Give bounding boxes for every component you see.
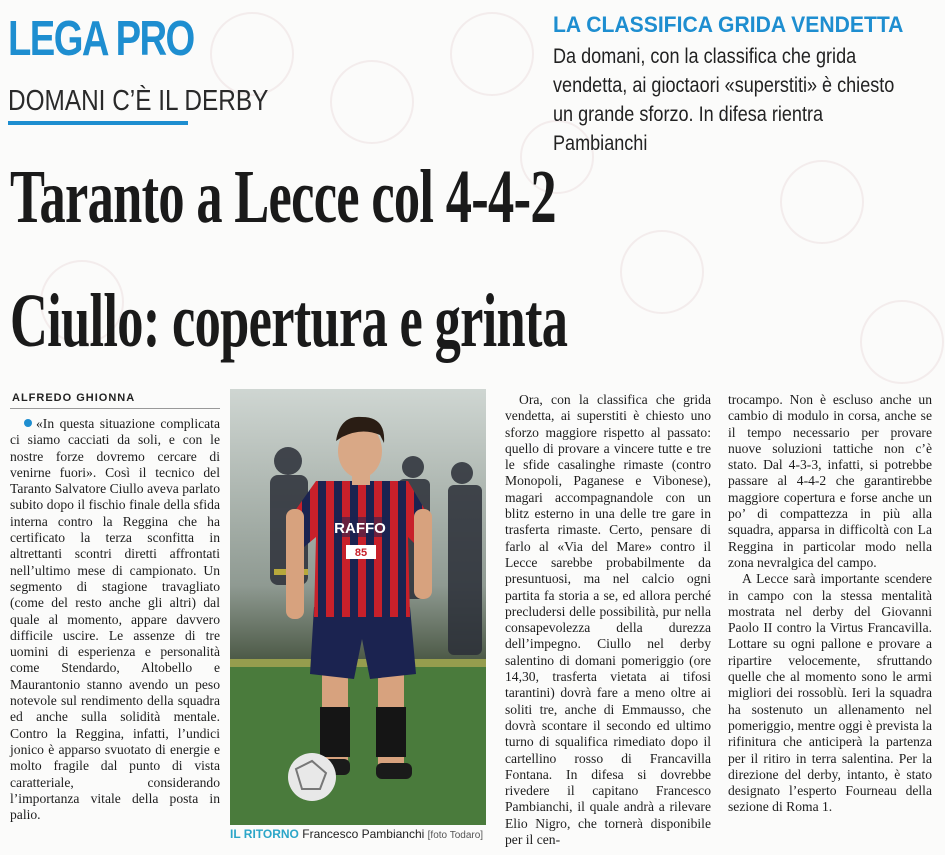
article-column-3	[505, 392, 711, 848]
shirt-sponsor-text: RAFFO	[334, 520, 386, 537]
photo-caption	[230, 826, 490, 844]
section-subkicker: DOMANI C’È IL DERBY	[8, 85, 269, 117]
bullet-dot-icon	[24, 419, 32, 427]
article-column-1	[10, 416, 220, 823]
caption-credit: [foto Todaro]	[427, 830, 484, 841]
kicker-underline	[8, 121, 188, 125]
article-paragraph: A Lecce sarà importante scendere in campo con la stessa mentalità mostrata nel derby del Giovanni Paolo II contro la Virtus Francavilla. Lottare su ogni pallone e provare a ripartire velocemente, sfruttando quelle che al momento sono le armi migliori dei rossoblù. Ieri la squadra ha sostenuto un allenamento nel pomeriggio, mentre oggi è prevista la rifinitura che anticiperà la partenza per il ritiro in terra salentina. Per la direzione del derby, intanto, è stato designato l’esperto Fourneau della sezione di Roma 1.	[728, 571, 932, 815]
article-paragraph: trocampo. Non è escluso anche un cambio di modulo in corsa, anche se il tempo necessario per provare nuove soluzioni tattiche non c’è stato. Dal 4-3-3, infatti, si potrebbe passare al 4-4-2 che garantirebbe maggiore copertura e forse anche un po’ di compattezza in più alla squadra, apparsa in difficoltà con La Reggina in particolar modo nella zona nevralgica del campo.	[728, 392, 932, 570]
article-paragraph: «In questa situazione complicata ci siamo cacciati da soli, e con le nostre forze dovremo cercare di venirne fuori». Così il tecnico del Taranto Salvatore Ciullo aveva parlato subito dopo il fischio finale della sfida interna contro la Reggina che ha certificato la terza sconfitta in altrettanti scontri diretti affrontati nell’ultimo mese di campionato. Un segmento di stagione travagliato (come del resto anche gli altri) dal quale al momento, appare davvero difficile uscire. Le assenze di tre uomini di esperienza e personalità come Stendardo, Altobello e Maurantonio stanno avendo un peso notevole sul rendimento della squadra ed anche sulla solidità mentale. Contro la Reggina, infatti, l’undici jonico è apparso svuotato di energie e molto fragile dal punto di vista caratteriale, considerando l’importanza vitale della posta in palio.	[10, 416, 220, 823]
byline-rule	[10, 408, 220, 409]
player-photo	[230, 389, 486, 825]
headline-line-2: Ciullo: copertura e grinta	[10, 279, 568, 363]
article-column-4	[728, 392, 932, 816]
caption-label: IL RITORNO	[230, 827, 299, 841]
caption-name: Francesco Pambianchi	[302, 827, 425, 841]
sidebar-box-text: Da domani, con la classifica che grida vendetta, ai gioctaori «superstiti» è chiesto un grande sforzo. In difesa rientra Pambianchi	[553, 45, 895, 155]
headline-line-1: Taranto a Lecce col 4-4-2	[10, 155, 556, 239]
byline: ALFREDO GHIONNA	[12, 392, 136, 404]
section-kicker: LEGA PRO	[8, 12, 194, 66]
player-photo-illustration	[230, 389, 486, 825]
shirt-number-patch: 85	[354, 547, 368, 559]
sidebar-box-title: LA CLASSIFICA GRIDA VENDETTA	[553, 12, 904, 37]
article-paragraph: Ora, con la classifica che grida vendetta, ai superstiti è chiesto uno sforzo maggiore rispetto al passato: quello di provare a vincere tutte e tre le sfide casalinghe rimaste (contro Monopoli, Paganese e Vibonese), magari accompagnandole con un blitz esterno in una delle tre gare in trasferta rimaste. Certo, pensare di farlo al «Via del Mare» contro il Lecce sarebbe probabilmente da presuntuosi, ma nel calcio ogni partita fa storia a se, ed allora perché precludersi delle possibilità, pur nella consapevolezza della durezza dell’impegno. Ciullo nel derby salentino di domani pomeriggio (ore 14,30, trasferta vietata ai tifosi tarantini) dovrà fare a meno oltre ai soliti tre, anche di Emmausso, che dovrà scontare il secondo ed ultimo turno di squalifica rimediato dopo il cartellino rosso di Francavilla Fontana. In difesa si dovrebbe rivedere il capitano Francesco Pambianchi, il quale andrà a rilevare Elio Nigro, che tornerà disponibile per il cen-	[505, 392, 711, 848]
